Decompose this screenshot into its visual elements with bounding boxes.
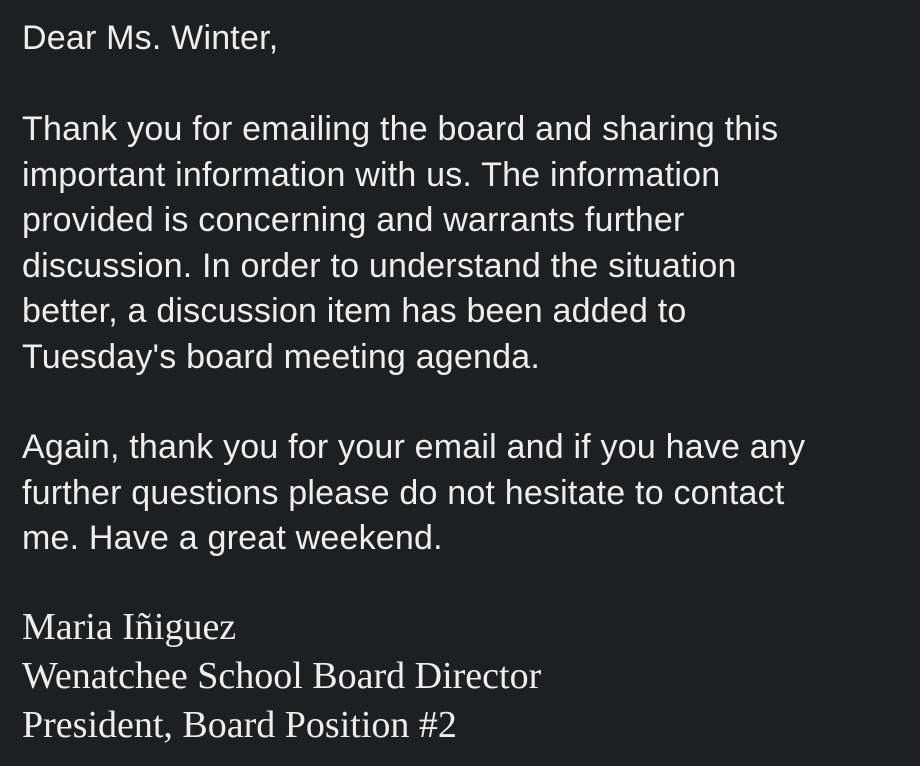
signature-position: President, Board Position #2 [22, 704, 457, 746]
paragraph-line: Tuesday's board meeting agenda. [22, 337, 540, 376]
email-paragraph-2 [22, 425, 805, 562]
paragraph-line: Thank you for emailing the board and sharing this [22, 110, 779, 148]
paragraph-line: better, a discussion item has been added to [22, 292, 687, 330]
email-paragraph-1 [22, 107, 778, 380]
greeting-text: Dear Ms. Winter, [22, 19, 279, 57]
paragraph-line: provided is concerning and warrants further [22, 201, 685, 239]
email-signature [22, 603, 541, 750]
paragraph-line: Again, thank you for your email and if you have any [22, 428, 806, 466]
email-greeting [22, 16, 278, 62]
signature-name: Maria Iñiguez [22, 606, 237, 648]
paragraph-line: further questions please do not hesitate to contact [22, 473, 785, 512]
paragraph-line: important information with us. The information [22, 155, 721, 194]
paragraph-line: discussion. In order to understand the situation [22, 246, 737, 285]
signature-title: Wenatchee School Board Director [22, 655, 542, 697]
paragraph-line: me. Have a great weekend. [22, 519, 443, 557]
